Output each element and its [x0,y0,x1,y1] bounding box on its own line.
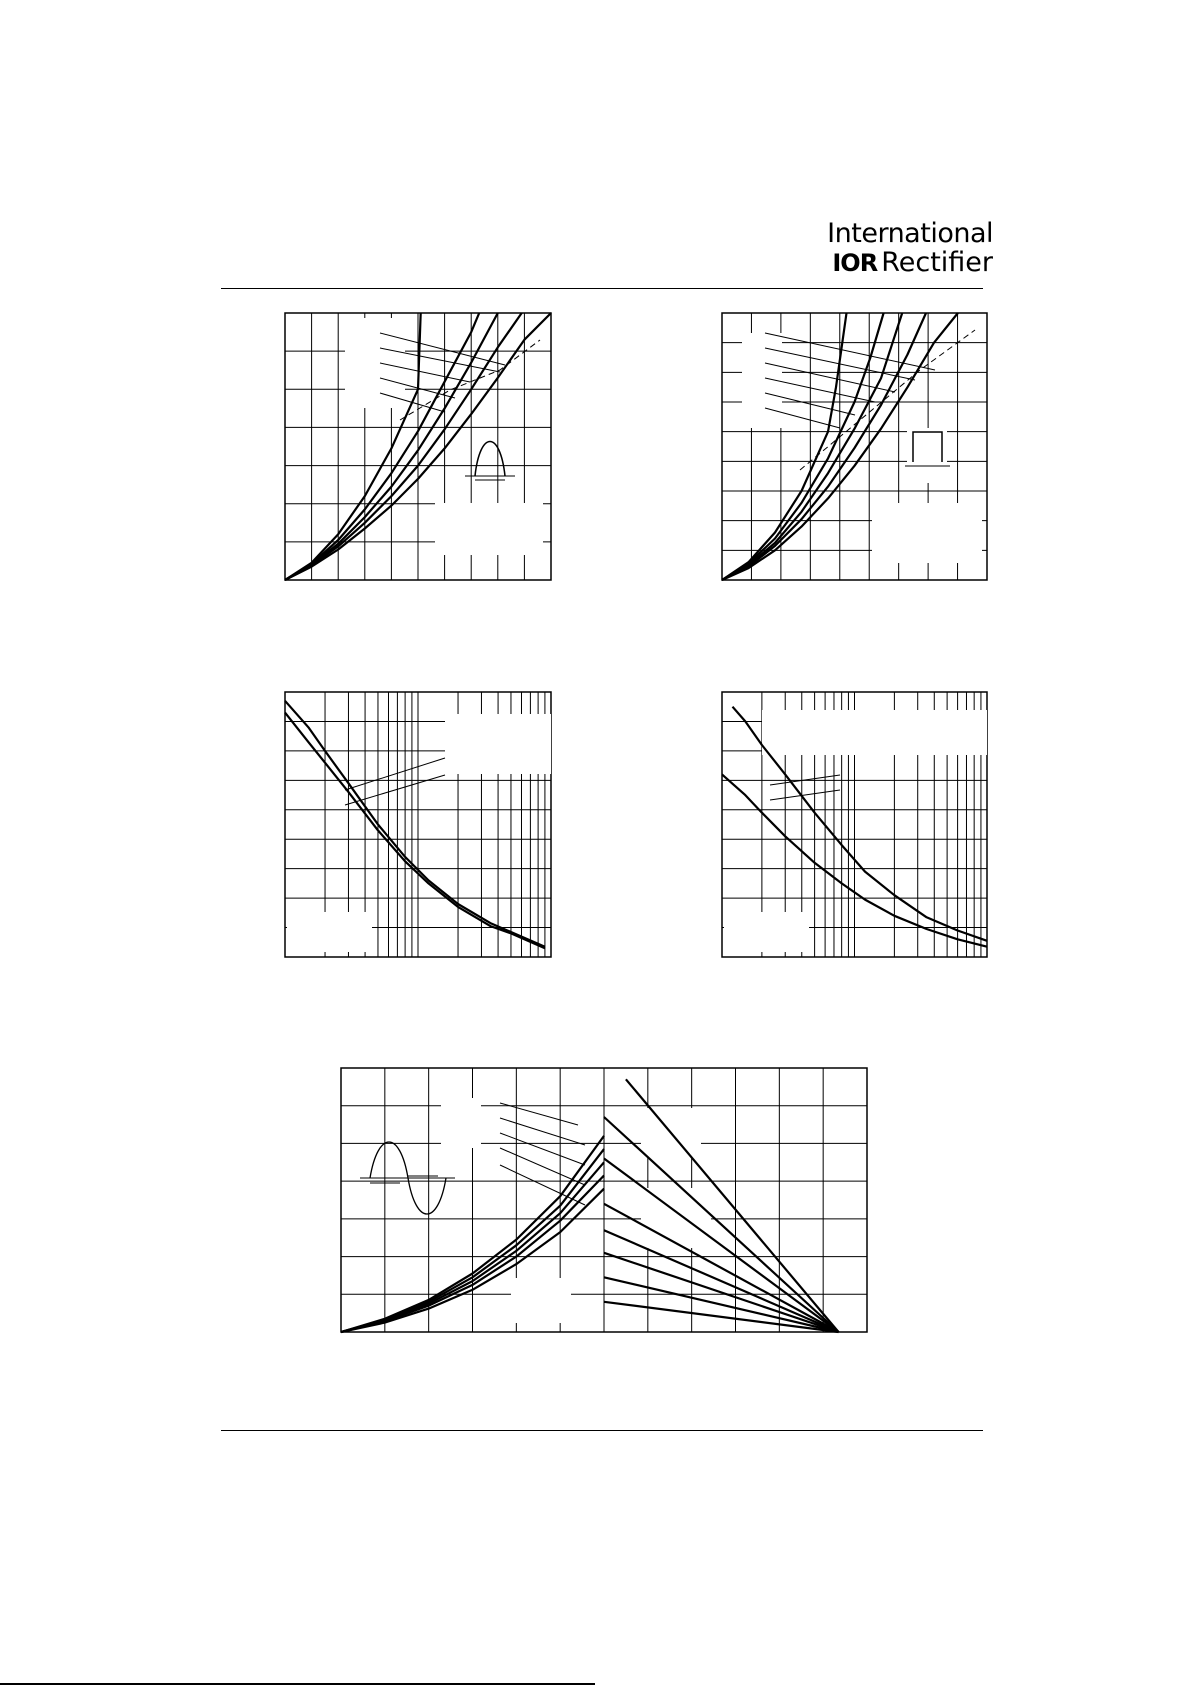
label-blank-area [445,714,551,774]
label-blank-area [872,503,982,563]
logo-mark: IOR [832,249,878,277]
series-line-1 [722,313,847,580]
chart-4-log-decay [722,692,987,957]
chart-2-rect-power-loss [722,313,987,580]
label-blank-area [641,1188,711,1248]
label-blank-area [287,912,372,952]
inset-half-sine [475,442,505,477]
leader-line [500,1133,585,1165]
logo-line-international: International [827,218,993,249]
chart-5-combined-loss [341,1068,867,1332]
limit-dashed-line [400,340,540,420]
label-blank-area [345,318,405,408]
label-blank-area [441,1098,481,1148]
leader-line [345,775,445,805]
chart-3-log-decay [285,692,551,957]
label-blank-area [762,710,987,755]
leader-line [500,1165,585,1205]
limit-dashed-line [800,330,975,470]
leader-line [765,363,895,392]
chart-1-sine-power-loss [285,313,551,580]
logo-rectifier-text: Rectifier [881,247,993,278]
leader-line [345,758,445,790]
leader-line [500,1148,585,1185]
label-blank-area [511,1278,571,1323]
series-line-11 [604,1253,839,1332]
leader-line [500,1118,585,1145]
label-blank-area [724,912,809,952]
series-line-7 [604,1117,839,1332]
label-blank-area [435,503,543,555]
